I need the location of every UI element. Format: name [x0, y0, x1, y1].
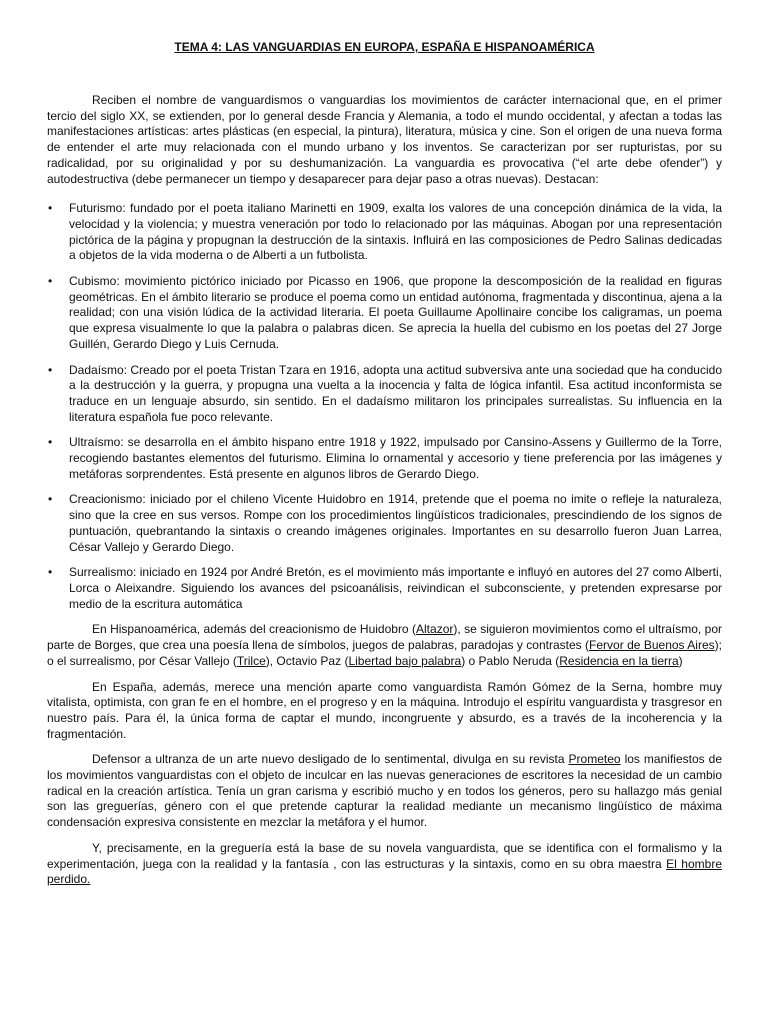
hispanoamerica-paragraph	[47, 622, 722, 669]
work-title-altazor: Altazor	[416, 622, 454, 637]
list-item-text: Surrealismo: iniciado en 1924 por André Bretón, es el movimiento más importante e influyó en autores del 27 como Alberti, Lorca o Aleixandre. Siguiendo los avances del psicoanálisis, reivindican el subconsciente, y pretenden expresarse por medio de la escritura automática	[69, 565, 722, 611]
bullet-icon: •	[48, 565, 53, 580]
intro-paragraph: Reciben el nombre de vanguardismos o vanguardias los movimientos de carácter internacional que, en el primer tercio del siglo XX, se extienden, por lo general desde Francia y Alemania, a todo el mundo occidental, y afectan a todas las manifestaciones artísticas: artes plásticas (en especial, la pintura), literatura, música y cine. Son el origen de una nueva forma de entender el arte muy relacionada con el mundo urbano y los inventos. Se caracterizan por ser rupturistas, por su radicalidad, por su originalidad y por su deshumanización. La vanguardia es provocativa (“el arte debe ofender”) y autodestructiva (debe permanecer un tiempo y desaparecer para dejar paso a otras nuevas). Destacan:	[47, 93, 722, 186]
list-item-text: Dadaísmo: Creado por el poeta Tristan Tzara en 1916, adopta una actitud subversiva ante una sociedad que ha conducido a la destrucción y la guerra, y propugna una vuelta a la inocencia y falta de lógica infantil. Esa actitud inconformista se traduce en un lenguaje absurdo, sin sentido. En el dadaísmo militaron los principales surrealistas. Su influencia en la literatura española fue poco relevante.	[69, 362, 722, 424]
espana-paragraph: En España, además, merece una mención aparte como vanguardista Ramón Gómez de la Serna, hombre muy vitalista, optimista, con gran fe en el hombre, en el progreso y en la máquina. Introdujo el espíritu vanguardista y trasgresor en nuestro país. Para él, la única forma de captar el mundo, incongruente y absurdo, es a través de la incoherencia y la fragmentación.	[47, 679, 722, 741]
paragraph-text: ); o el surrealismo, por César Vallejo (	[47, 638, 722, 668]
paragraph-text: los manifiestos de los movimientos vanguardistas con el objeto de inculcar en las nuevas generaciones de escritores la necesidad de un cambio radical en la creación artística. Tenía un gran carisma y escribió mucho y en todos los géneros, pero su hallazgo más genial son las greguerías, género con el que pretende capturar la realidad mediante un mecanismo lingüístico de máxima condensación expresiva consistente en mezclar la metáfora y el humor.	[47, 752, 722, 830]
list-item-text: Creacionismo: iniciado por el chileno Vicente Huidobro en 1914, pretende que el poema no imite o refleje la naturaleza, sino que la cree en sus versos. Rompe con los procedimientos lingüísticos tradicionales, prescindiendo de los signos de puntuación, quebrantando la sintaxis o creando imágenes originales. Importantes en su desarrollo fueron Juan Larrea, César Vallejo y Gerardo Diego.	[69, 492, 722, 554]
work-title-residencia: Residencia en la tierra	[559, 653, 679, 668]
paragraph-text: )	[678, 653, 683, 668]
work-title-prometeo: Prometeo	[568, 752, 621, 767]
paragraph-text: ), se siguieron movimientos como el ultraísmo, por parte de Borges, que crea una poesía llena de símbolos, juegos de palabras, paradojas y contrastes (	[47, 622, 722, 653]
defensor-paragraph	[47, 752, 722, 831]
paragraph-text: ) o Pablo Neruda (	[461, 653, 560, 668]
bullet-icon: •	[48, 492, 53, 507]
paragraph-text: ), Octavio Paz (	[265, 653, 349, 668]
list-item-text: Ultraísmo: se desarrolla en el ámbito hispano entre 1918 y 1922, impulsado por Cansino-Assens y Guillermo de la Torre, recogiendo bastantes elementos del futurismo. Elimina lo ornamental y accesorio y tiene preferencia por las imágenes y metáforas sorprendentes. Está presente en algunos libros de Gerardo Diego.	[69, 435, 722, 481]
paragraph-text: Y, precisamente, en la greguería está la base de su novela vanguardista, que se identifica con el formalismo y la experimentación, juega con la realidad y la fantasía , con las estructuras y la sintaxis, como en su obra maestra	[47, 840, 722, 871]
greguerias-paragraph	[47, 841, 722, 888]
list-item-surrealismo	[47, 565, 722, 612]
list-item-futurismo	[47, 201, 722, 264]
list-item-text: Cubismo: movimiento pictórico iniciado por Picasso en 1906, que propone la descomposición de la realidad en figuras geométricas. En el ámbito literario se produce el poema como un entidad autónoma, fragmentada y discontinua, ajena a la realidad; con una visión lúdica de la actividad literaria. El poeta Guillaume Apollinaire concibe los caligramas, un poema que expresa visualmente lo que la palabra o palabras dicen. Se aprecia la huella del cubismo en los poetas del 27 Jorge Guillén, Gerardo Diego y Luis Cernuda.	[69, 274, 722, 351]
bullet-icon: •	[48, 274, 53, 289]
list-item-creacionismo	[47, 492, 722, 555]
bullet-icon: •	[48, 362, 53, 377]
bullet-icon: •	[48, 201, 53, 216]
document-title: TEMA 4: LAS VANGUARDIAS EN EUROPA, ESPAÑA E HISPANOAMÉRICA	[174, 40, 595, 54]
list-item-ultraismo	[47, 435, 722, 482]
work-title-fervor: Fervor de Buenos Aires	[589, 638, 715, 653]
document-page	[47, 40, 722, 888]
work-title-hombre-perdido: El hombre perdido.	[47, 856, 722, 887]
list-item-cubismo	[47, 274, 722, 353]
paragraph-text: Defensor a ultranza de un arte nuevo desligado de lo sentimental, divulga en su revista	[92, 752, 569, 767]
work-title-trilce: Trilce	[236, 653, 266, 668]
list-item-dadaismo	[47, 363, 722, 426]
list-item-text: Futurismo: fundado por el poeta italiano Marinetti en 1909, exalta los valores de una concepción dinámica de la vida, la velocidad y la violencia; y muestra veneración por todo lo relacionado por las máquinas. Abogan por una representación pictórica de la página y propugnan la destrucción de la sintaxis. Influirá en las composiciones de Pedro Salinas dedicadas a objetos de la vida moderna o de Alberti a un futbolista.	[69, 201, 722, 263]
work-title-libertad: Libertad bajo palabra	[348, 653, 462, 668]
bullet-icon: •	[48, 435, 53, 450]
paragraph-text: En Hispanoamérica, además del creacionismo de Huidobro (	[92, 622, 417, 637]
movements-list	[47, 201, 722, 612]
